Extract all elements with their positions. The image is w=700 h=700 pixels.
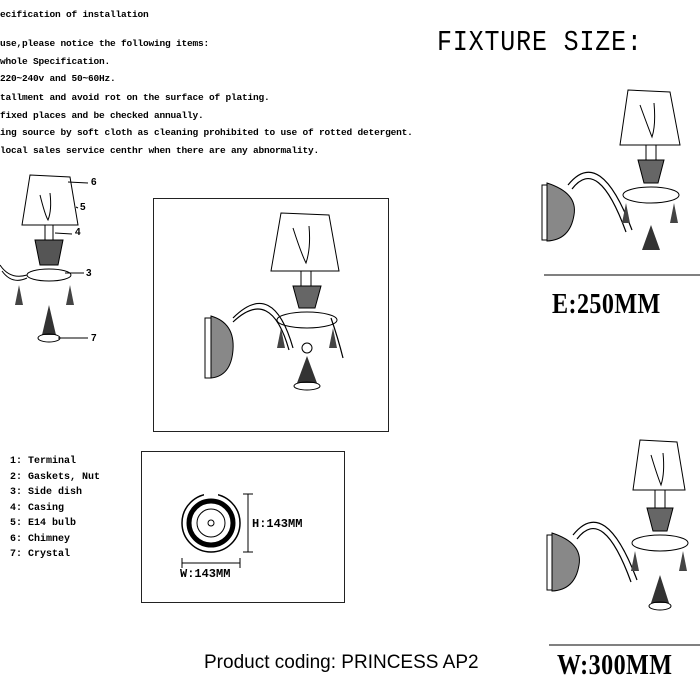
height-dimension: E:250MM <box>552 289 661 320</box>
product-coding: Product coding: PRINCESS AP2 <box>204 652 479 673</box>
fixture-size-title: FIXTURE SIZE: <box>437 26 643 59</box>
exploded-lamp-diagram <box>0 165 110 355</box>
list-item: 3: Side dish <box>10 487 83 498</box>
top-right-lamp-illustration <box>540 85 700 265</box>
instruction-line-6: ing source by soft cloth as cleaning prohibited to use of rotted detergent. <box>0 127 413 138</box>
list-item: 7: Crystal <box>10 549 71 560</box>
instruction-line-2: whole Specification. <box>0 56 111 67</box>
center-lamp-illustration <box>153 198 387 430</box>
instruction-line-3: 220~240v and 50~60Hz. <box>0 73 116 84</box>
bottom-right-lamp-illustration <box>545 435 700 645</box>
list-item: 4: Casing <box>10 502 65 514</box>
instructions-heading: ecification of installation <box>0 9 149 20</box>
callout-3: 3 <box>86 268 92 279</box>
instruction-line-7: local sales service centhr when there are any abnormality. <box>0 145 320 156</box>
base-plate-diagram <box>141 451 343 601</box>
base-height-dimension: H:143MM <box>252 517 303 531</box>
callout-6: 6 <box>91 177 97 188</box>
list-item: 1: Terminal <box>10 456 77 467</box>
list-item: 5: E14 bulb <box>10 518 77 529</box>
callout-5: 5 <box>80 202 86 213</box>
parts-list <box>10 454 100 563</box>
list-item: 6: Chimney <box>10 533 71 545</box>
instruction-line-4: tallment and avoid rot on the surface of plating. <box>0 92 270 103</box>
list-item: 2: Gaskets, Nut <box>10 471 101 483</box>
callout-4: 4 <box>75 227 81 238</box>
base-width-dimension: W:143MM <box>180 567 231 581</box>
instruction-line-1: use,please notice the following items: <box>0 38 210 49</box>
callout-7: 7 <box>91 333 97 344</box>
instruction-line-5: fixed places and be checked annually. <box>0 110 204 121</box>
width-dimension: W:300MM <box>557 650 673 681</box>
